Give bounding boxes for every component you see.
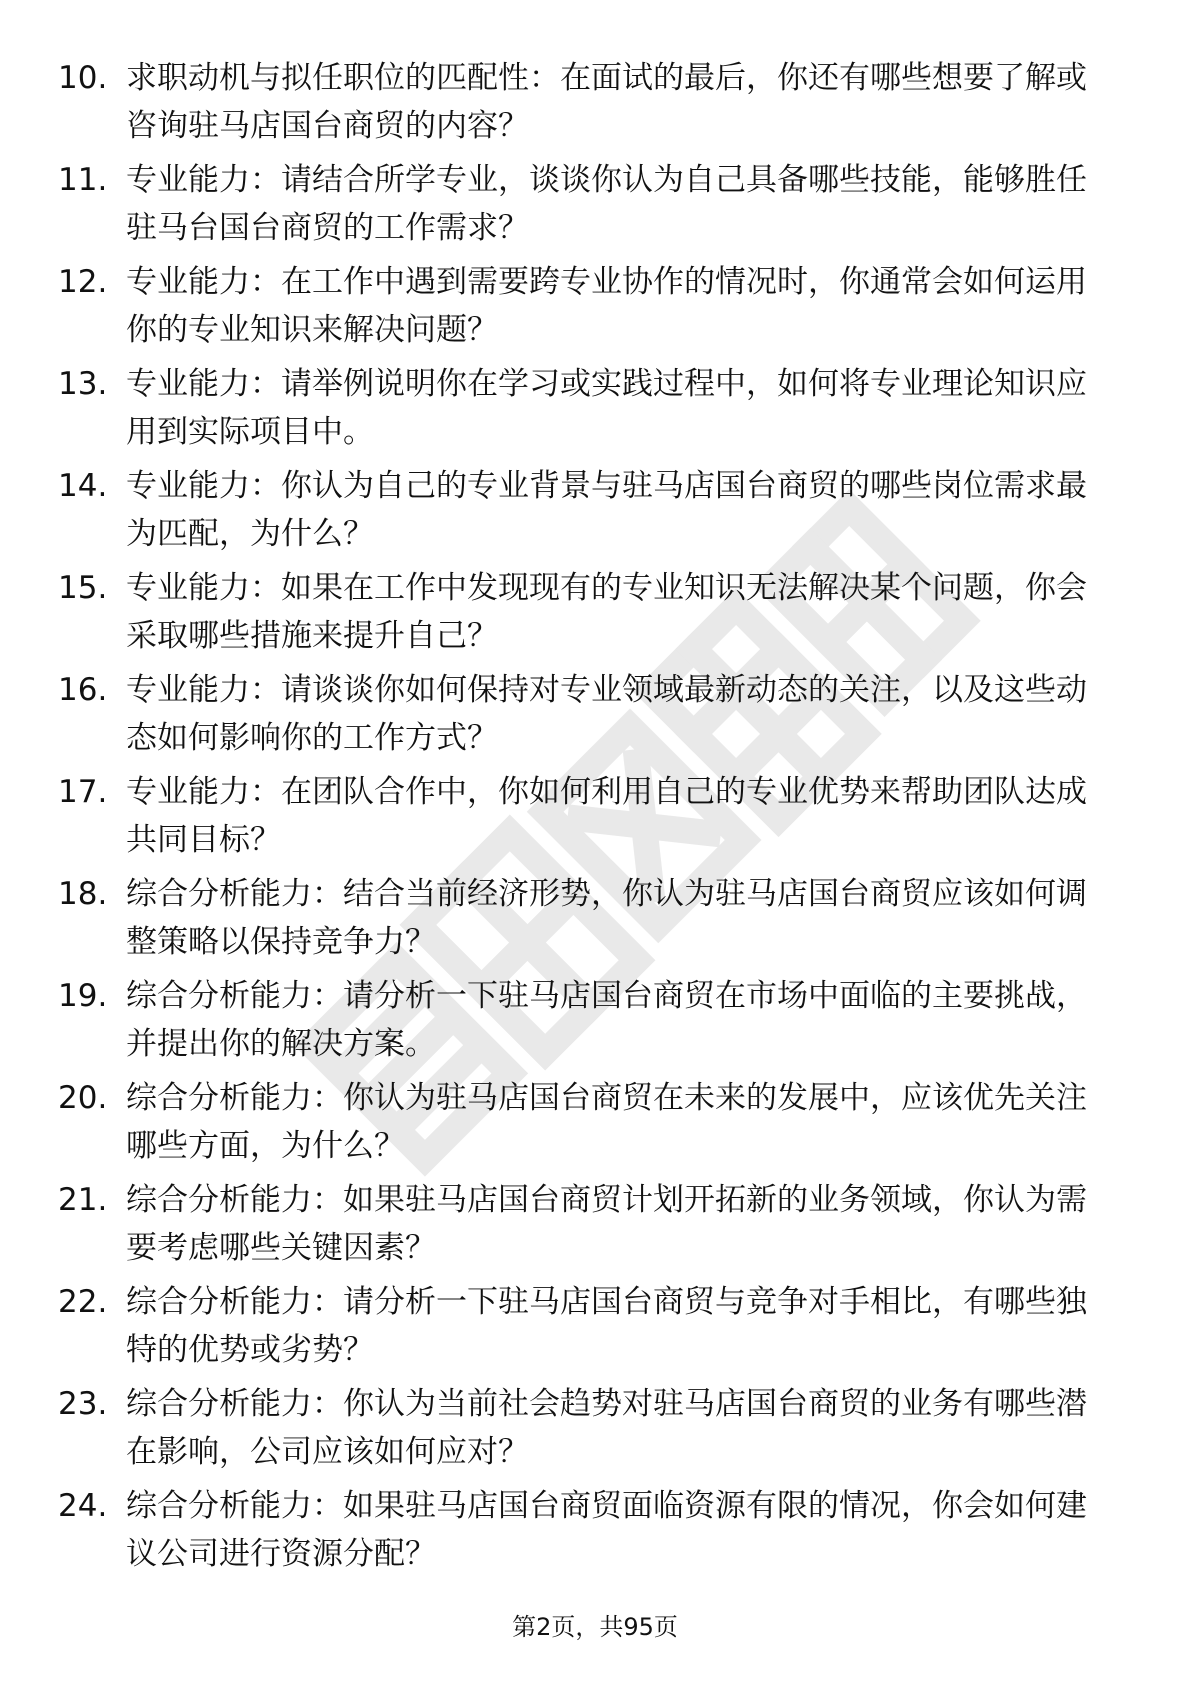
question-text: 专业能力：请举例说明你在学习或实践过程中，如何将专业理论知识应用到实际项目中。 [126,366,1087,450]
list-item [58,156,1118,258]
question-number: 23. [58,1386,108,1422]
list-item [58,54,1118,156]
list-item [58,768,1118,870]
list-item [58,360,1118,462]
question-number: 24. [58,1488,108,1524]
question-number: 20. [58,1080,108,1116]
question-text: 求职动机与拟任职位的匹配性：在面试的最后，你还有哪些想要了解或咨询驻马店国台商贸的内容？ [126,60,1087,144]
list-item [58,666,1118,768]
question-text: 专业能力：如果在工作中发现现有的专业知识无法解决某个问题，你会采取哪些措施来提升自己？ [126,570,1087,654]
question-number: 21. [58,1182,108,1218]
question-number: 14. [58,468,108,504]
question-text: 综合分析能力：如果驻马店国台商贸计划开拓新的业务领域，你认为需要考虑哪些关键因素？ [126,1182,1087,1266]
question-number: 19. [58,978,108,1014]
question-text: 综合分析能力：请分析一下驻马店国台商贸与竞争对手相比，有哪些独特的优势或劣势？ [126,1284,1087,1368]
list-item [58,1380,1118,1482]
question-number: 17. [58,774,108,810]
question-text: 专业能力：请结合所学专业，谈谈你认为自己具备哪些技能，能够胜任驻马台国台商贸的工作需求？ [126,162,1087,246]
question-number: 18. [58,876,108,912]
question-text: 综合分析能力：你认为当前社会趋势对驻马店国台商贸的业务有哪些潜在影响，公司应该如何应对？ [126,1386,1087,1470]
question-number: 16. [58,672,108,708]
list-item [58,972,1118,1074]
question-text: 专业能力：在工作中遇到需要跨专业协作的情况时，你通常会如何运用你的专业知识来解决问题？ [126,264,1087,348]
question-number: 22. [58,1284,108,1320]
question-number: 15. [58,570,108,606]
page-footer [0,1612,1190,1642]
question-text: 综合分析能力：结合当前经济形势，你认为驻马店国台商贸应该如何调整策略以保持竞争力？ [126,876,1087,960]
question-number: 10. [58,60,108,96]
list-item [58,1074,1118,1176]
question-text: 专业能力：在团队合作中，你如何利用自己的专业优势来帮助团队达成共同目标？ [126,774,1087,858]
list-item [58,564,1118,666]
question-text: 综合分析能力：如果驻马店国台商贸面临资源有限的情况，你会如何建议公司进行资源分配？ [126,1488,1087,1572]
list-item [58,258,1118,360]
question-text: 综合分析能力：你认为驻马店国台商贸在未来的发展中，应该优先关注哪些方面，为什么？ [126,1080,1087,1164]
question-number: 12. [58,264,108,300]
question-list [58,54,1118,1584]
list-item [58,1278,1118,1380]
question-text: 专业能力：你认为自己的专业背景与驻马店国台商贸的哪些岗位需求最为匹配，为什么？ [126,468,1087,552]
question-number: 13. [58,366,108,402]
page-number-label: 第2页，共95页 [512,1613,678,1641]
question-number: 11. [58,162,108,198]
question-text: 专业能力：请谈谈你如何保持对专业领域最新动态的关注，以及这些动态如何影响你的工作方式？ [126,672,1087,756]
list-item [58,870,1118,972]
list-item [58,1482,1118,1584]
question-text: 综合分析能力：请分析一下驻马店国台商贸在市场中面临的主要挑战，并提出你的解决方案。 [126,978,1087,1062]
list-item [58,462,1118,564]
list-item [58,1176,1118,1278]
